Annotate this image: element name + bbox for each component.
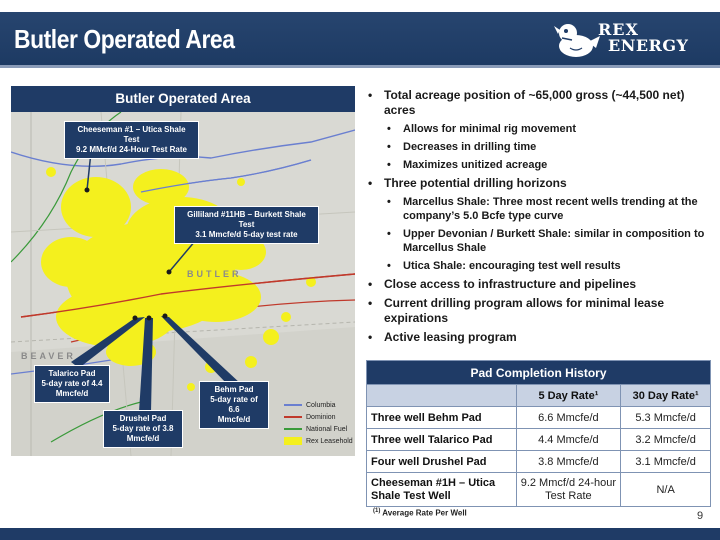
map-legend xyxy=(284,399,354,447)
footnote-text: Average Rate Per Well xyxy=(382,508,467,518)
table-cell-30day: N/A xyxy=(621,473,711,507)
table-header-5day: 5 Day Rate¹ xyxy=(516,385,621,407)
table-cell-5day: 3.8 Mmcfe/d xyxy=(516,451,621,473)
table-cell-30day: 5.3 Mmcfe/d xyxy=(621,407,711,429)
callout-gilliland-line2: 3.1 Mmcfe/d 5-day test rate xyxy=(195,230,298,239)
header-rule xyxy=(0,65,720,68)
callout-gilliland-line1: Gilliland #11HB – Burkett Shale Test xyxy=(187,210,306,229)
table-cell-30day: 3.2 Mmcfe/d xyxy=(621,429,711,451)
sub-bullet-item: • Utica Shale: encouraging test well results xyxy=(368,259,713,273)
bullet-item: • Close access to infrastructure and pipelines xyxy=(368,277,713,292)
bullet-item: • Total acreage position of ~65,000 gross (~44,500 net) acres xyxy=(368,88,713,118)
callout-talarico-line3: Mmcfe/d xyxy=(55,389,89,398)
legend-item-national-fuel xyxy=(284,423,354,435)
legend-line-icon xyxy=(284,416,302,418)
callout-talarico-line1: Talarico Pad xyxy=(48,369,96,378)
bullet-item: • Active leasing program xyxy=(368,330,713,345)
page-number: 9 xyxy=(697,510,704,522)
table-row xyxy=(367,429,711,451)
footnote-mark: (1) xyxy=(373,508,381,514)
callout-talarico-line2: 5-day rate of 4.4 xyxy=(41,379,103,388)
pad-completion-table xyxy=(366,360,711,507)
table-cell-name: Three well Talarico Pad xyxy=(367,429,517,451)
legend-label: Columbia xyxy=(306,401,336,409)
callout-drushel-line3: Mmcfe/d xyxy=(126,434,160,443)
legend-item-rex-leasehold xyxy=(284,435,354,447)
footer-bar xyxy=(0,528,720,540)
table-cell-name: Four well Drushel Pad xyxy=(367,451,517,473)
rex-energy-logo xyxy=(552,16,712,62)
legend-item-dominion xyxy=(284,411,354,423)
table-row xyxy=(367,473,711,507)
callout-cheeseman xyxy=(64,121,199,159)
sub-bullet-item: • Decreases in drilling time xyxy=(368,140,713,154)
table-cell-5day: 9.2 Mmcf/d 24-hour Test Rate xyxy=(516,473,621,507)
callout-cheeseman-line1: Cheeseman #1 – Utica Shale Test xyxy=(77,125,186,144)
bullet-item: • Three potential drilling horizons xyxy=(368,176,713,191)
bullet-item: • Current drilling program allows for minimal lease expirations xyxy=(368,296,713,326)
county-label-beaver: BEAVER xyxy=(21,351,76,361)
sub-bullet-item: • Marcellus Shale: Three most recent wells trending at the company’s 5.0 Bcfe type curve xyxy=(368,195,713,223)
table-row xyxy=(367,407,711,429)
table-caption: Pad Completion History xyxy=(367,361,711,385)
page-title: Butler Operated Area xyxy=(14,24,235,54)
sub-bullet-item: • Allows for minimal rig movement xyxy=(368,122,713,136)
bullet-list xyxy=(368,88,713,349)
table-row xyxy=(367,451,711,473)
logo-text-rex: REX xyxy=(598,20,639,39)
table-cell-5day: 6.6 Mmcfe/d xyxy=(516,407,621,429)
sub-bullet-item: • Maximizes unitized acreage xyxy=(368,158,713,172)
callout-behm-line3: Mmcfe/d xyxy=(217,415,251,424)
callout-talarico xyxy=(34,365,110,403)
legend-fill-icon xyxy=(284,437,302,445)
table-header-30day: 30 Day Rate¹ xyxy=(621,385,711,407)
legend-label: Dominion xyxy=(306,413,336,421)
dinosaur-icon xyxy=(552,16,602,62)
table-cell-name: Three well Behm Pad xyxy=(367,407,517,429)
legend-line-icon xyxy=(284,404,302,406)
callout-behm-line2: 5-day rate of 6.6 xyxy=(210,395,258,414)
county-label-butler: BUTLER xyxy=(187,269,242,279)
callout-drushel xyxy=(103,410,183,448)
top-stripe xyxy=(0,0,720,12)
sub-bullet-item: • Upper Devonian / Burkett Shale: similar in composition to Marcellus Shale xyxy=(368,227,713,255)
legend-item-columbia xyxy=(284,399,354,411)
legend-line-icon xyxy=(284,428,302,430)
legend-label: National Fuel xyxy=(306,425,348,433)
table-cell-30day: 3.1 Mmcfe/d xyxy=(621,451,711,473)
footnote xyxy=(373,508,467,518)
map-title: Butler Operated Area xyxy=(11,86,355,112)
callout-gilliland xyxy=(174,206,319,244)
logo-text-energy: ENERGY xyxy=(608,36,689,55)
callout-behm-line1: Behm Pad xyxy=(214,385,254,394)
table-header-blank xyxy=(367,385,517,407)
table-cell-name: Cheeseman #1H – Utica Shale Test Well xyxy=(367,473,517,507)
callout-drushel-line1: Drushel Pad xyxy=(119,414,167,423)
callout-drushel-line2: 5-day rate of 3.8 xyxy=(112,424,174,433)
table-cell-5day: 4.4 Mmcfe/d xyxy=(516,429,621,451)
callout-behm xyxy=(199,381,269,429)
callout-cheeseman-line2: 9.2 MMcf/d 24-Hour Test Rate xyxy=(76,145,187,154)
legend-label: Rex Leasehold xyxy=(306,437,353,445)
